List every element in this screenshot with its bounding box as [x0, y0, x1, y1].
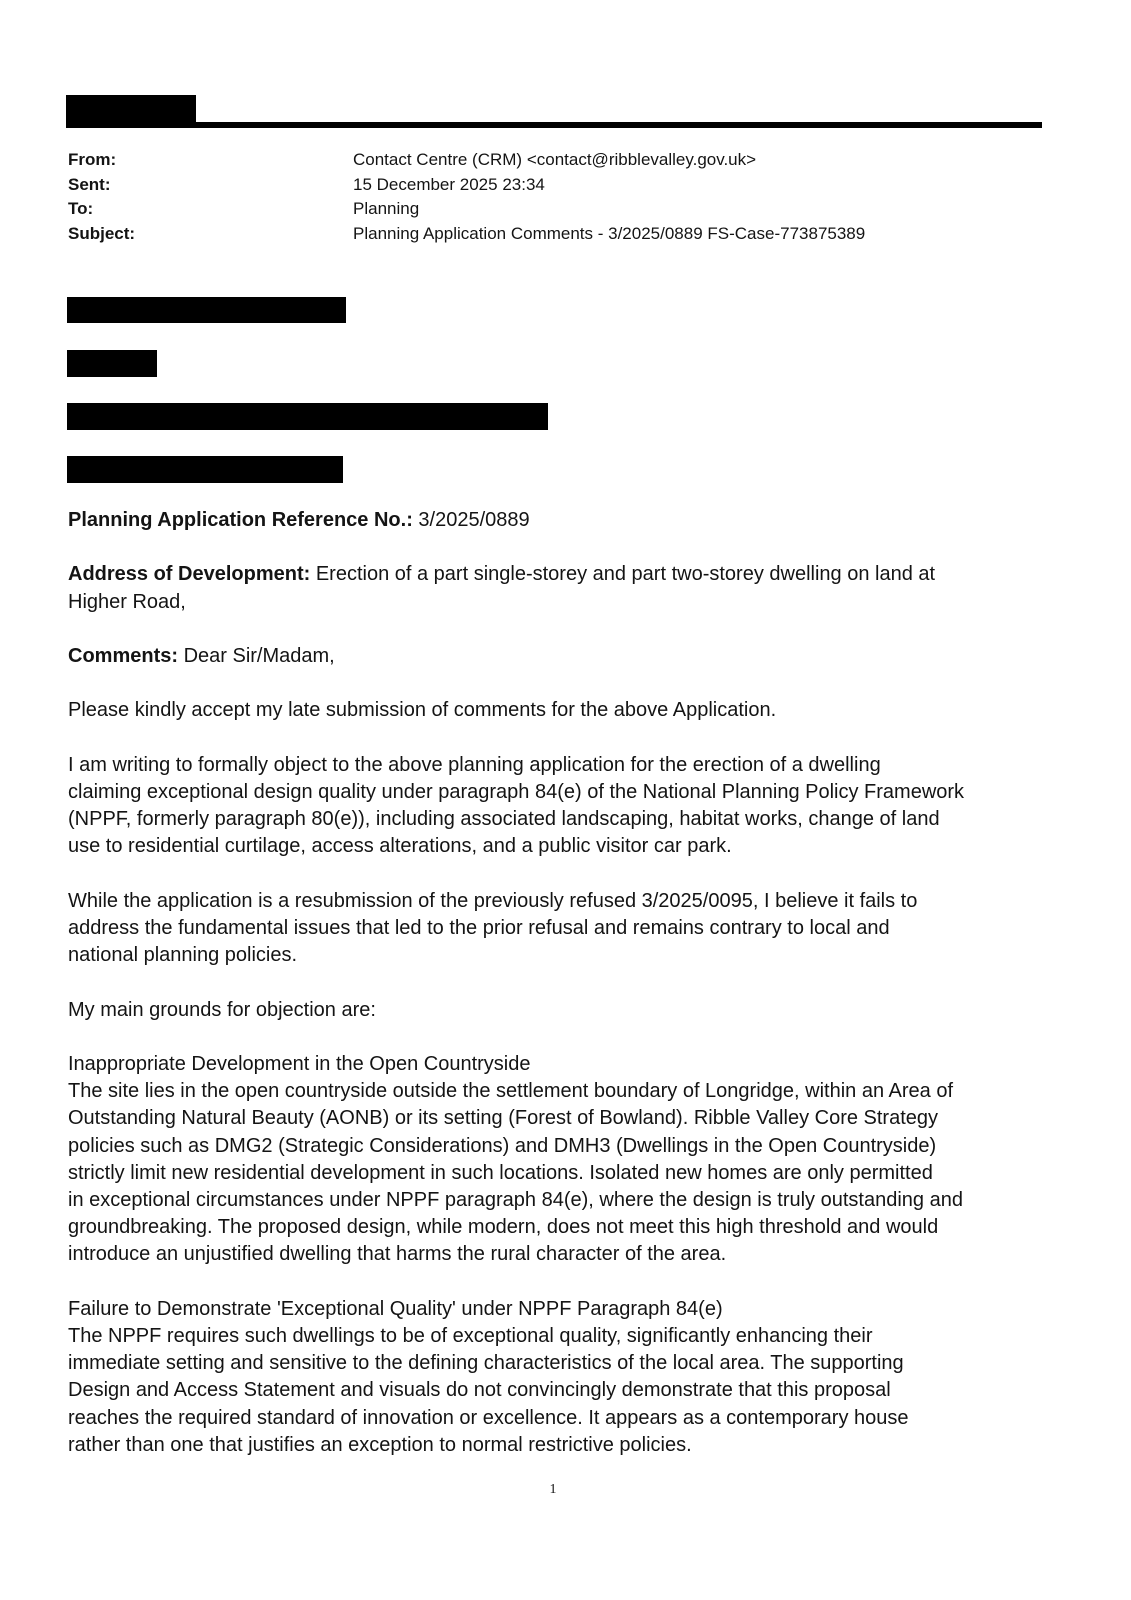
sent-value: 15 December 2025 23:34 [353, 174, 545, 194]
reference-paragraph [68, 507, 1108, 534]
reference-label: Planning Application Reference No.: [68, 509, 413, 531]
email-header [68, 148, 865, 246]
address-paragraph [68, 561, 1108, 615]
header-row-from [68, 148, 865, 173]
header-row-sent [68, 173, 865, 198]
from-value: Contact Centre (CRM) <contact@ribblevalley.gov.uk> [353, 150, 757, 169]
paragraph-line: claiming exceptional design quality under paragraph 84(e) of the National Planning Policy Framework [68, 780, 965, 803]
redaction-bar-name [67, 297, 346, 323]
to-value: Planning [353, 199, 420, 219]
redaction-bar-email [67, 456, 343, 483]
ground-2-paragraph [68, 1296, 1108, 1459]
address-label: Address of Development: [68, 563, 311, 586]
subject-value: Planning Application Comments - 3/2025/0889 FS-Case-773875389 [353, 223, 866, 243]
subject-label: Subject: [68, 223, 136, 243]
paragraph-line: immediate setting and sensitive to the defining characteristics of the local area. The supporting [68, 1352, 904, 1375]
comments-label: Comments: [68, 644, 179, 667]
header-rule [66, 122, 1042, 128]
section-heading: Inappropriate Development in the Open Countryside [68, 1052, 531, 1075]
page-number: 1 [549, 1482, 557, 1497]
grounds-intro-paragraph [68, 997, 1108, 1024]
address-line [68, 561, 1108, 588]
from-label: From: [68, 150, 117, 169]
paragraph-line: rather than one that justifies an exception to normal restrictive policies. [68, 1433, 692, 1456]
paragraph-line: national planning policies. [68, 944, 298, 967]
header-row-subject [68, 222, 865, 247]
to-label: To: [68, 199, 94, 219]
paragraph-line: reaches the required standard of innovation or excellence. It appears as a contemporary house [68, 1406, 909, 1429]
resubmission-paragraph [68, 888, 1108, 970]
paragraph-line: strictly limit new residential development in such locations. Isolated new homes are only permitted [68, 1161, 933, 1184]
paragraph-line: introduce an unjustified dwelling that harms the rural character of the area. [68, 1243, 727, 1266]
paragraph-line: My main grounds for objection are: [68, 998, 376, 1021]
objection-paragraph [68, 752, 1108, 861]
redaction-bar-address [67, 403, 548, 430]
letter-body [68, 507, 1108, 1486]
paragraph-line: policies such as DMG2 (Strategic Considerations) and DMH3 (Dwellings in the Open Countryside) [68, 1134, 937, 1157]
address-value: Erection of a part single-storey and part two-storey dwelling on land at [315, 563, 936, 586]
header-row-to [68, 197, 865, 222]
paragraph-line: in exceptional circumstances under NPPF paragraph 84(e), where the design is truly outstanding and [68, 1188, 963, 1211]
comments-line [68, 643, 1108, 670]
paragraph-line: I am writing to formally object to the above planning application for the erection of a dwelling [68, 753, 881, 776]
reference-line [68, 507, 1108, 534]
reference-number: 3/2025/0889 [418, 509, 530, 531]
paragraph-line: Outstanding Natural Beauty (AONB) or its setting (Forest of Bowland). Ribble Valley Core Strategy [68, 1107, 939, 1130]
paragraph-line: groundbreaking. The proposed design, while modern, does not meet this high threshold and would [68, 1216, 939, 1239]
redaction-bar-contact [67, 350, 157, 377]
paragraph-line: While the application is a resubmission of the previously refused 3/2025/0095, I believe it fails to [68, 889, 918, 912]
comments-paragraph [68, 643, 1108, 670]
sent-label: Sent: [68, 174, 111, 194]
paragraph-line: address the fundamental issues that led to the prior refusal and remains contrary to local and [68, 916, 890, 939]
intro-paragraph [68, 697, 1108, 724]
address-line: Higher Road, [68, 590, 186, 613]
section-heading: Failure to Demonstrate 'Exceptional Quality' under NPPF Paragraph 84(e) [68, 1297, 723, 1320]
paragraph-line: Design and Access Statement and visuals do not convincingly demonstrate that this proposal [68, 1379, 891, 1402]
paragraph-line: Please kindly accept my late submission of comments for the above Application. [68, 699, 777, 722]
paragraph-line: (NPPF, formerly paragraph 80(e)), including associated landscaping, habitat works, change of land [68, 808, 940, 831]
paragraph-line: use to residential curtilage, access alterations, and a public visitor car park. [68, 835, 732, 858]
salutation: Dear Sir/Madam, [183, 644, 335, 667]
ground-1-paragraph [68, 1051, 1108, 1269]
paragraph-line: The site lies in the open countryside outside the settlement boundary of Longridge, within an Area of [68, 1080, 953, 1103]
paragraph-line: The NPPF requires such dwellings to be of exceptional quality, significantly enhancing their [68, 1324, 873, 1347]
